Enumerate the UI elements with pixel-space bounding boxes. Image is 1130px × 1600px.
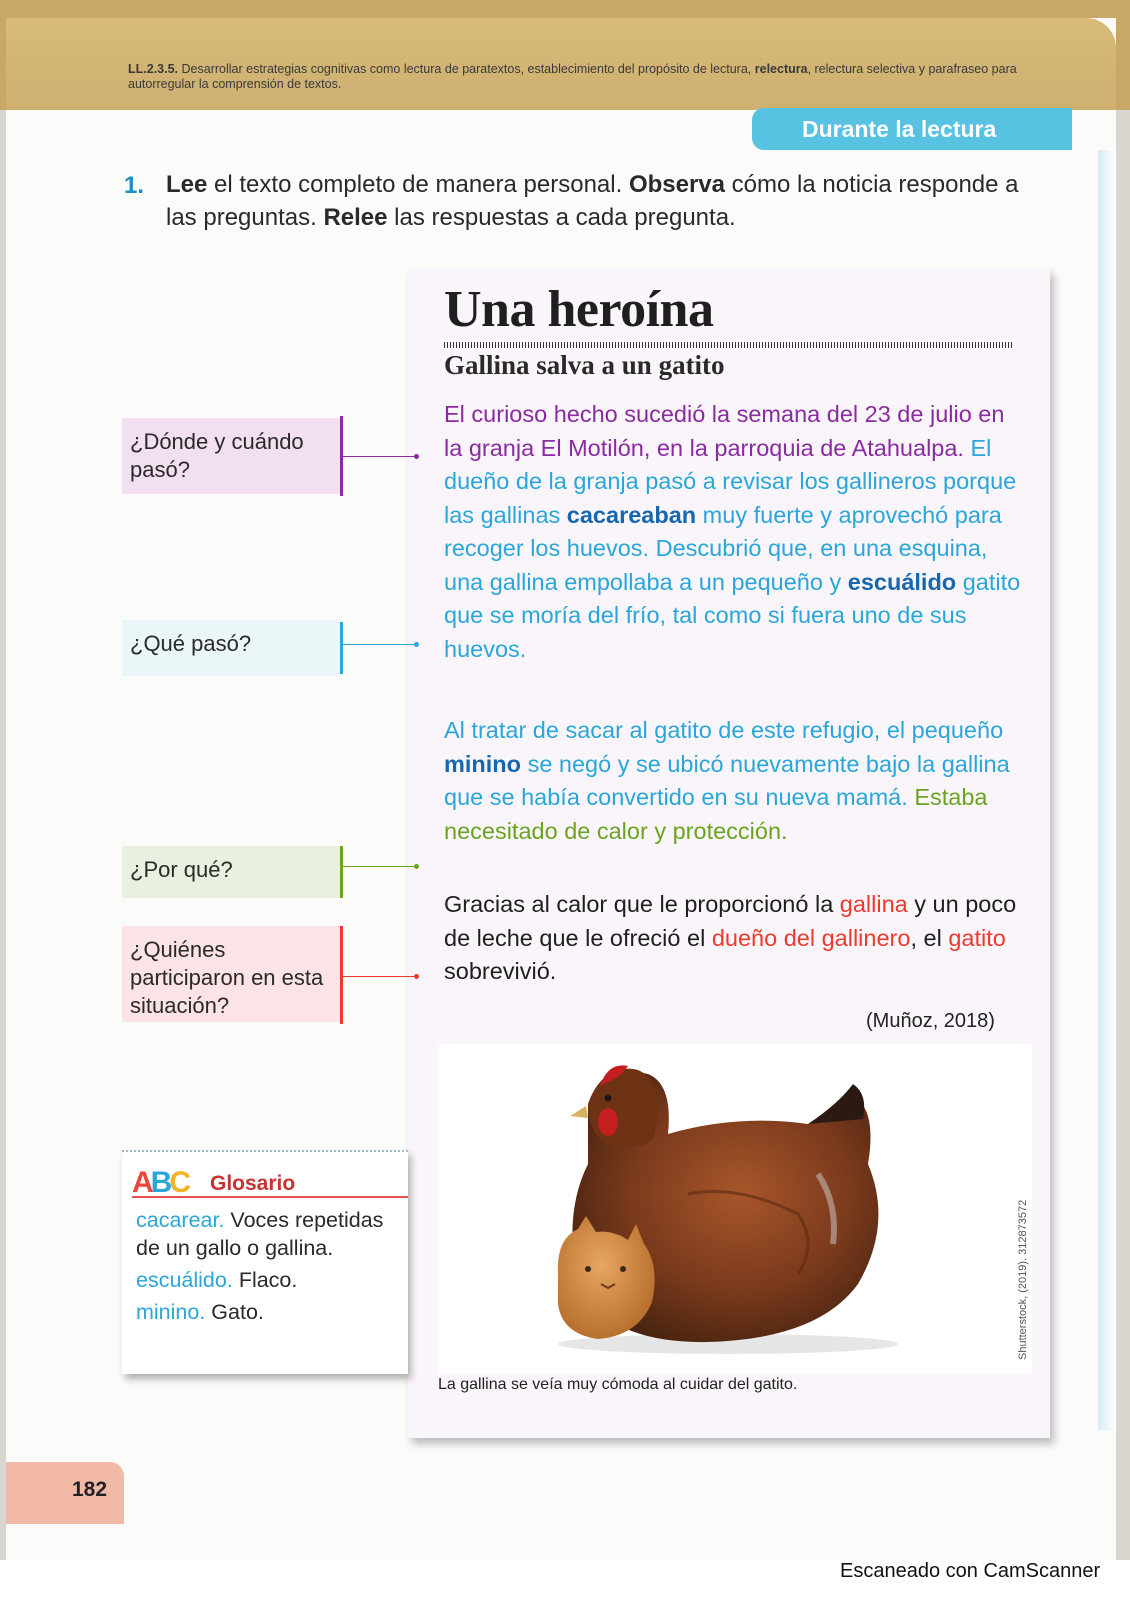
- page-number: 182: [72, 1478, 108, 1501]
- photo-caption: La gallina se veía muy cómoda al cuidar del gatito.: [438, 1376, 798, 1393]
- glossary-definition: Gato.: [211, 1300, 264, 1324]
- news-paragraph-1: [444, 398, 1024, 666]
- answer-what-1: [444, 435, 1020, 662]
- connector-dot: [414, 642, 419, 647]
- glossary-term: minino.: [136, 1300, 206, 1324]
- glossary-definition: Flaco.: [238, 1268, 298, 1292]
- question-what: ¿Qué pasó?: [122, 620, 342, 676]
- question-why: ¿Por qué?: [122, 846, 342, 898]
- standard-code: LL.2.3.5.: [128, 62, 179, 76]
- answer-what-text: El dueño de la granja pasó a revisar los gallineros porque las gallinas: [444, 434, 1017, 528]
- stage-tag: Durante la lectura: [752, 108, 1072, 150]
- connector-who: [342, 976, 416, 977]
- glossary-title: Glosario: [210, 1172, 296, 1195]
- standard-text-1: Desarrollar estrategias cognitivas como lectura de paratextos, establecimiento del propósito de lectura,: [181, 62, 752, 76]
- question-where-when: ¿Dónde y cuándo pasó?: [122, 418, 342, 494]
- instr-text-2: cómo la noticia responde a las preguntas.: [166, 171, 1019, 231]
- connector-why: [342, 866, 416, 867]
- paragraph-text: sobrevivió.: [444, 958, 557, 984]
- news-subtitle: Gallina salva a un gatito: [444, 350, 725, 380]
- glossary-entry: [136, 1298, 398, 1326]
- answer-who-owner: dueño del gallinero: [711, 924, 911, 951]
- glossary-entries: [136, 1206, 398, 1330]
- citation: (Muñoz, 2018): [866, 1010, 995, 1032]
- glossary-definition: Voces repetidas de un gallo o gallina.: [136, 1208, 384, 1260]
- answer-when-where: El curioso hecho sucedió la semana del 23 de julio en la granja El Motilón, en la parroquia de Atahualpa.: [444, 401, 1005, 461]
- instruction-number: 1.: [124, 172, 145, 199]
- standard-bold: relectura: [754, 62, 808, 76]
- answer-what-text: Al tratar de sacar al gatito de este refugio, el pequeño: [444, 717, 1004, 743]
- glossary-entry: [136, 1206, 398, 1262]
- instr-bold-2: Observa: [628, 171, 725, 198]
- answer-who-hen: gallina: [839, 891, 908, 917]
- question-bar-who: [340, 926, 343, 1024]
- glossary-term: cacarear.: [136, 1208, 225, 1232]
- connector-dot: [414, 454, 419, 459]
- standard-text-2: , relectura selectiva y parafraseo para autorregular la comprensión de textos.: [128, 62, 1017, 91]
- photo-hen-and-kitten: [438, 1044, 1032, 1374]
- answer-what-text: gatito que se moría del frío, tal como si fuera uno de sus huevos.: [444, 568, 1021, 662]
- question-bar-what: [340, 622, 343, 674]
- answer-what-text: muy fuerte y aprovechó para recoger los huevos. Descubrió que, en una esquina, una gallina empollaba a un pequeño y: [444, 501, 1002, 595]
- glossary-term-escualido: escuálido: [847, 568, 957, 595]
- curriculum-standard: [128, 62, 1058, 92]
- answer-what-text: se negó y se ubicó nuevamente bajo la gallina que se había convertido en su nueva mamá.: [444, 750, 1010, 810]
- glossary-term: escuálido.: [136, 1268, 233, 1292]
- news-paragraph-3: [444, 888, 1024, 989]
- news-headline: Una heroína: [444, 281, 714, 338]
- instr-bold-1: Lee: [166, 171, 208, 198]
- connector-dot: [414, 864, 419, 869]
- glossary-entry: [136, 1266, 398, 1294]
- question-who: ¿Quiénes participaron en esta situación?: [122, 926, 342, 1022]
- headline-rule: [444, 342, 1014, 348]
- news-paragraph-2: [444, 714, 1024, 848]
- paragraph-text: y un poco de leche que le ofreció el: [444, 891, 1017, 951]
- instruction-text: [166, 168, 1026, 234]
- paragraph-text: , el: [910, 924, 942, 951]
- instr-bold-3: Relee: [323, 204, 388, 231]
- answer-who-kitten: gatito: [948, 924, 1006, 951]
- question-bar-why: [340, 846, 343, 898]
- instr-text-3: las respuestas a cada pregunta.: [394, 204, 736, 231]
- instr-text-1: el texto completo de manera personal.: [214, 171, 623, 198]
- answer-why: Estaba necesitado de calor y protección.: [444, 784, 988, 844]
- photo-credit: Shutterstock, (2019). 312873572: [1017, 1199, 1029, 1360]
- paragraph-text: Gracias al calor que le proporcionó la: [444, 891, 834, 917]
- connector-what: [342, 644, 416, 645]
- glossary-term-minino: minino: [444, 750, 522, 777]
- connector-where-when: [342, 456, 416, 457]
- glossary-term-cacareaban: cacareaban: [566, 501, 697, 528]
- page-margin-rule: [1098, 150, 1116, 1430]
- scanner-watermark: Escaneado con CamScanner: [840, 1560, 1101, 1582]
- hen-kitten-illustration: [438, 1044, 1032, 1374]
- connector-dot: [414, 974, 419, 979]
- abc-logo-icon: ABC: [132, 1166, 189, 1199]
